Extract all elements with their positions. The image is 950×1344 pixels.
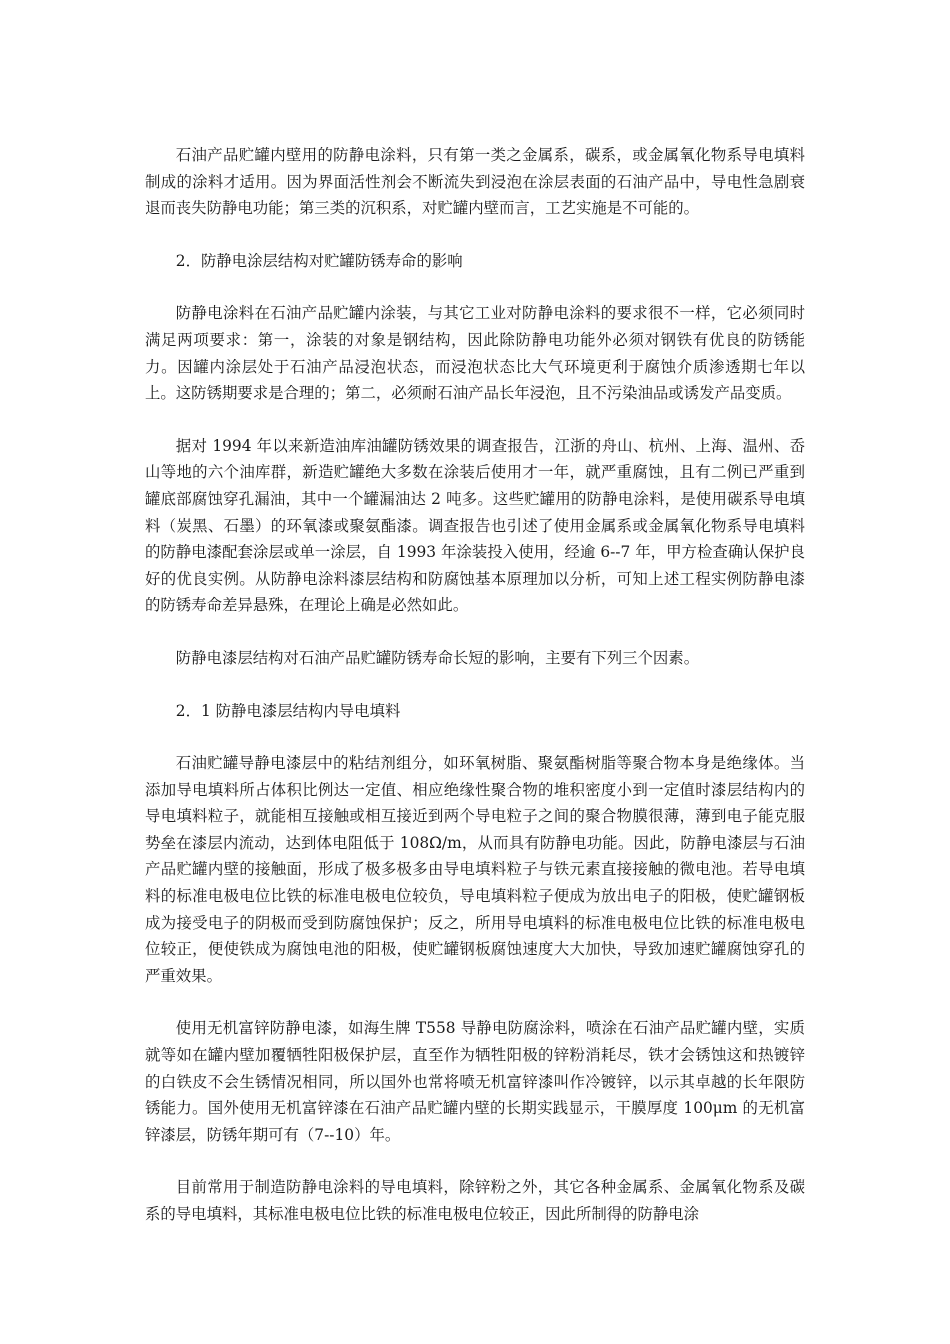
section-heading-2-1: 2．1 防静电漆层结构内导电填料 <box>175 701 401 720</box>
paragraph-antistatic-coating-types: 石油产品贮罐内壁用的防静电涂料，只有第一类之金属系，碳系，或金属氧化物系导电填料制成的涂料才适用。因为界面活性剂会不断流失到浸泡在涂层表面的石油产品中，导电性急剧衰退而丧失防静电功能；第三类的沉积系，对贮罐内壁而言，工艺实施是不可能的。 <box>145 146 805 218</box>
paragraph-survey-report: 据对 1994 年以来新造油库油罐防锈效果的调查报告，江浙的舟山、杭州、上海、温州、岙山等地的六个油库群，新造贮罐绝大多数在涂装后使用才一年，就严重腐蚀，且有二例已严重到罐底部腐蚀穿孔漏油，其中一个罐漏油达 2 吨多。这些贮罐用的防静电涂料，是使用碳系导电填料（炭黑、石墨）的环氧漆或聚氨酯漆。调查报告也引述了使用金属系或金属氧化物系导电填料的防静电漆配套涂层或单一涂层，自 1993 年涂装投入使用，经逾 6--7 年，甲方检查确认保护良好的优良实例。从防静电涂料漆层结构和防腐蚀基本原理加以分析，可知上述工程实例防静电漆的防锈寿命差异悬殊，在理论上确是必然如此。 <box>145 436 805 615</box>
document-page <box>145 142 805 1228</box>
paragraph-other-fillers: 目前常用于制造防静电涂料的导电填料，除锌粉之外，其它各种金属系、金属氧化物系及碳系的导电填料，其标准电极电位比铁的标准电极电位较正，因此所制得的防静电涂 <box>145 1178 805 1223</box>
paragraph-zinc-rich-coating: 使用无机富锌防静电漆，如海生牌 T558 导静电防腐涂料，喷涂在石油产品贮罐内壁，实质就等如在罐内壁加覆牺牲阳极保护层，直至作为牺牲阳极的锌粉消耗尽，铁才会锈蚀这和热镀锌的白铁皮不会生锈情况相同，所以国外也常将喷无机富锌漆叫作冷镀锌，以示其卓越的长年限防锈能力。国外使用无机富锌漆在石油产品贮罐内壁的长期实践显示，干膜厚度 100μm 的无机富锌漆层，防锈年期可有（7--10）年。 <box>145 1019 805 1144</box>
section-heading-2: 2．防静电涂层结构对贮罐防锈寿命的影响 <box>175 251 463 270</box>
paragraph-three-factors: 防静电漆层结构对石油产品贮罐防锈寿命长短的影响，主要有下列三个因素。 <box>175 648 700 667</box>
paragraph-conductive-filler: 石油贮罐导静电漆层中的粘结剂组分，如环氧树脂、聚氨酯树脂等聚合物本身是绝缘体。当添加导电填料所占体积比例达一定值、相应绝缘性聚合物的堆积密度小到一定值时漆层结构内的导电填料粒子，就能相互接触或相互接近到两个导电粒子之间的聚合物膜很薄，薄到电子能克服势垒在漆层内流动，达到体电阻低于 108Ω/m，从而具有防静电功能。因此，防静电漆层与石油产品贮罐内壁的接触面，形成了极多极多由导电填料粒子与铁元素直接接触的微电池。若导电填料的标准电极电位比铁的标准电极电位较负，导电填料粒子便成为放出电子的阳极，使贮罐钢板成为接受电子的阴极而受到防腐蚀保护；反之，所用导电填料的标准电极电位比铁的标准电极电位较正，便使铁成为腐蚀电池的阳极，使贮罐钢板腐蚀速度大大加快，导致加速贮罐腐蚀穿孔的严重效果。 <box>145 754 805 985</box>
paragraph-requirements: 防静电涂料在石油产品贮罐内涂装，与其它工业对防静电涂料的要求很不一样，它必须同时满足两项要求：第一，涂装的对象是钢结构，因此除防静电功能外必须对钢铁有优良的防锈能力。因罐内涂层处于石油产品浸泡状态，而浸泡状态比大气环境更利于腐蚀介质渗透期七年以上。这防锈期要求是合理的；第二，必须耐石油产品长年浸泡，且不污染油品或诱发产品变质。 <box>145 304 805 403</box>
